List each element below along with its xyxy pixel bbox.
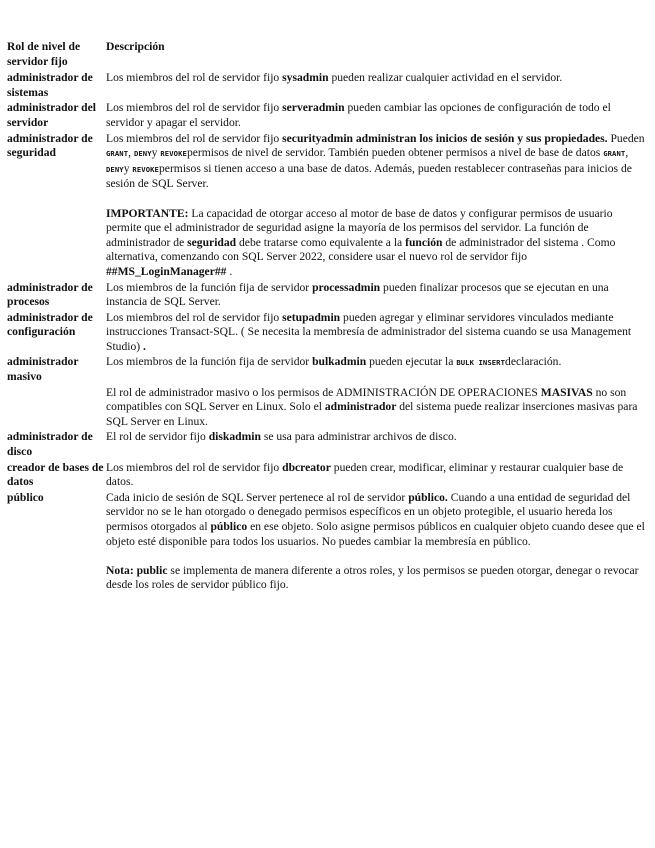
description-paragraph (106, 461, 648, 490)
role-description (106, 430, 648, 460)
table-row (7, 281, 648, 311)
role-description (106, 491, 648, 594)
text-run: pueden finalizar procesos que se ejecutan en una instancia de SQL Server. (106, 280, 609, 309)
text-run: pueden crear, modificar, eliminar y restaurar cualquier base de datos. (106, 460, 624, 489)
role-description (106, 132, 648, 281)
role-keyword: sysadmin (282, 71, 329, 85)
text-run: permisos de nivel de servidor. También pueden obtener permisos a nivel de base de datos (186, 146, 604, 160)
emphasis: administrador (324, 400, 397, 414)
text-run: Los miembros del rol de servidor fijo (106, 460, 283, 474)
role-name: administrador masivo (7, 355, 79, 384)
description-paragraph (106, 101, 648, 130)
text-run: de administrador del sistema . Como alternativa, comenzando con SQL Server 2022, considere usar el nuevo rol de servidor fijo (106, 235, 616, 264)
text-run: pueden cambiar las opciones de configuración de todo el servidor y apagar el servidor. (106, 101, 611, 129)
text-run: El rol de servidor fijo (106, 430, 209, 444)
emphasis: seguridad (187, 235, 237, 249)
table-row (7, 311, 648, 356)
important-label: IMPORTANTE: (106, 206, 189, 220)
table-row (7, 355, 648, 430)
text-run: pueden ejecutar la (366, 355, 457, 369)
text-run: Los miembros del rol de servidor fijo (106, 131, 283, 145)
table-row (7, 430, 648, 460)
table-row (7, 101, 648, 131)
header-role: Rol de nivel de servidor fijo (7, 40, 81, 68)
description-paragraph (106, 281, 648, 310)
text-run: pueden agregar y eliminar servidores vinculados mediante instrucciones Transact-SQL. ( Se necesita la membresía de administrador del sistema cuando se usa Management Studio) (106, 310, 632, 353)
text-run: Los miembros del rol de servidor fijo (106, 71, 283, 85)
text-run: se implementa de manera diferente a otros roles, y los permisos se pueden otorgar, denegar o revocar desde los roles de servidor público fijo. (106, 563, 639, 592)
text-run: debe tratarse como equivalente a la (236, 235, 406, 249)
text-run: El rol de administrador masivo o los permisos de ADMINISTRACIÓN DE OPERACIONES (106, 385, 541, 399)
table-row (7, 461, 648, 491)
code-keyword: DENY (133, 149, 152, 159)
role-name: público (7, 490, 44, 504)
role-name: administrador de disco (7, 430, 93, 459)
role-keyword: público. (408, 490, 448, 504)
role-keyword: setupadmin (282, 310, 341, 324)
public-note (106, 564, 648, 593)
code-keyword: REVOKE (160, 149, 187, 159)
role-name: administrador de configuración (7, 310, 93, 339)
description-paragraph (106, 430, 648, 445)
description-paragraph (106, 491, 648, 549)
document (7, 40, 648, 594)
role-description (106, 281, 648, 311)
code-keyword: REVOKE (132, 164, 159, 174)
role-keyword: processadmin (312, 280, 381, 294)
text-run: Los miembros de la función fija de servidor (106, 280, 313, 294)
table-row (7, 132, 648, 281)
role-name: administrador de sistemas (7, 71, 93, 99)
emphasis: función (405, 235, 443, 249)
code-keyword: BULK INSERT (456, 358, 506, 368)
code-keyword: GRANT (603, 149, 626, 159)
text-run: en ese objeto. Solo asigne permisos públicos en cualquier objeto cuando desee que el objeto esté disponible para todos los usuarios. No puedes cambiar la membresía en público. (106, 520, 645, 548)
role-keyword: dbcreator (282, 460, 331, 474)
text-run: Los miembros de la función fija de servidor (106, 355, 313, 369)
text-run: declaración. (505, 355, 562, 369)
table-header-row (7, 40, 648, 71)
text-run: Cuando a una entidad de seguridad del servidor no se le han otorgado o denegado permisos específicos en un objeto protegible, el usuario hereda los permisos otorgados al (106, 490, 631, 533)
text-run: pueden realizar cualquier actividad en el servidor. (328, 71, 563, 85)
text-run: y (123, 161, 133, 175)
text-run: Los miembros del rol de servidor fijo (106, 310, 283, 324)
role-description (106, 71, 648, 101)
role-keyword: serveradmin (282, 101, 345, 115)
text-run: permisos si tienen acceso a una base de datos. Además, pueden restablecer contraseñas para inicios de sesión de SQL Server. (106, 161, 632, 191)
role-keyword: securityadmin administran los inicios de sesión y sus propiedades. (282, 131, 608, 145)
description-paragraph (106, 71, 648, 86)
text-run: y (151, 146, 161, 160)
code-keyword: DENY (106, 164, 124, 174)
role-description (106, 355, 648, 430)
text-run: se usa para administrar archivos de disco. (260, 430, 457, 444)
description-paragraph (106, 132, 648, 192)
text-run: Pueden (607, 131, 645, 145)
emphasis: público (210, 520, 248, 533)
text-run: Cada inicio de sesión de SQL Server pertenece al rol de servidor (106, 490, 409, 504)
text-run: La capacidad de otorgar acceso al motor de base de datos y configurar permisos de usuario permite que el administrador de seguridad asigne la mayoría de los permisos del servidor. La función de administrador de (106, 206, 613, 249)
server-roles-table (7, 40, 648, 594)
text-run: , (128, 146, 134, 160)
role-keyword: diskadmin (208, 430, 261, 444)
role-name: creador de bases de datos (7, 460, 104, 489)
role-description (106, 101, 648, 131)
role-name: administrador de seguridad (7, 131, 93, 160)
emphasis: MASIVAS (540, 385, 593, 399)
role-name: administrador de procesos (7, 280, 93, 309)
important-note (106, 207, 648, 280)
linux-note (106, 386, 648, 430)
role-keyword: bulkadmin (312, 355, 367, 369)
description-paragraph (106, 355, 648, 371)
text-run: Los miembros del rol de servidor fijo (106, 101, 283, 115)
role-name: administrador del servidor (7, 101, 97, 129)
table-row (7, 71, 648, 101)
emphasis: . (143, 339, 146, 353)
text-run: no son compatibles con SQL Server en Linux. Solo el (106, 385, 627, 414)
role-keyword: ##MS_LoginManager## (106, 264, 227, 278)
table-row (7, 491, 648, 594)
code-keyword: GRANT (106, 149, 129, 159)
text-run: del sistema puede realizar inserciones masivas para SQL Server en Linux. (106, 400, 638, 428)
text-run: , (625, 146, 629, 160)
description-paragraph (106, 311, 648, 355)
note-label: Nota: public (106, 563, 168, 577)
role-description (106, 311, 648, 356)
text-run: . (226, 264, 233, 278)
role-description (106, 461, 648, 491)
header-description: Descripción (106, 40, 165, 53)
